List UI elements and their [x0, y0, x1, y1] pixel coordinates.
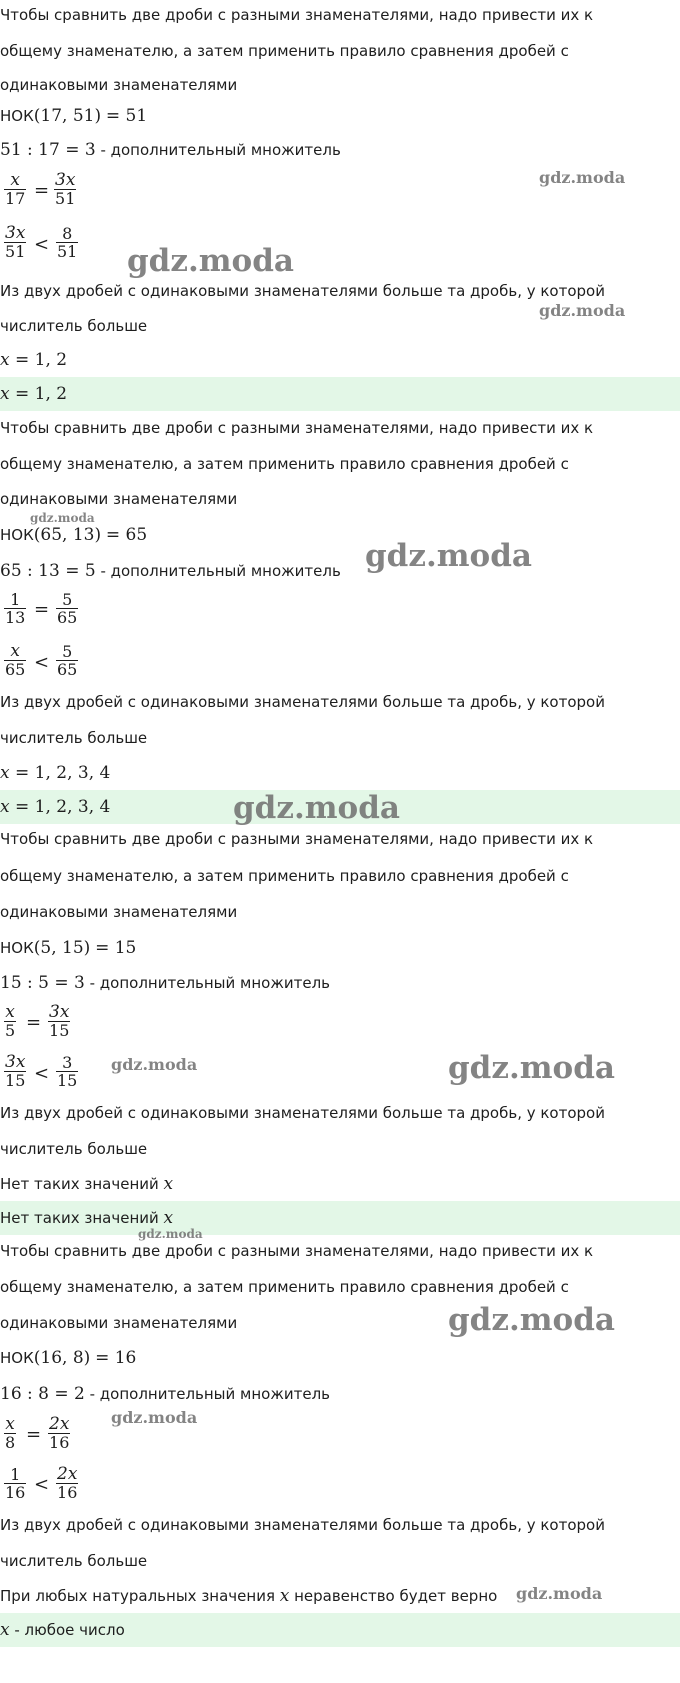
fraction-denominator: 16 — [49, 1433, 70, 1452]
answer-line — [0, 1620, 125, 1640]
rule-line-2: числитель больше — [0, 729, 148, 747]
watermark: gdz.moda — [448, 1302, 615, 1338]
nok-result: = 65 — [105, 525, 148, 545]
fraction-denominator: 65 — [5, 660, 26, 679]
result-value: = 1, 2 — [9, 350, 68, 370]
multiplier-line — [0, 561, 341, 581]
fraction — [56, 643, 78, 678]
fraction-denominator: 13 — [5, 608, 26, 627]
watermark: gdz.moda — [30, 511, 95, 525]
fraction-numerator: 3x — [49, 1002, 70, 1022]
answer-line — [0, 1208, 173, 1228]
answer-variable: x — [0, 797, 10, 817]
nok-args: (17, 51) — [33, 106, 102, 126]
fraction-denominator: 51 — [5, 242, 26, 261]
nok-result: = 16 — [95, 1348, 137, 1368]
fraction — [56, 225, 78, 260]
fraction-denominator: 16 — [57, 1483, 78, 1502]
equals-sign: = — [34, 599, 50, 620]
watermark: gdz.moda — [448, 1050, 615, 1086]
nok-result: = 51 — [105, 106, 148, 126]
intro-line-3: одинаковыми знаменателями — [0, 1314, 238, 1332]
answer-variable: x — [163, 1208, 174, 1228]
answer-box — [0, 1201, 680, 1235]
fraction-numerator: 3x — [55, 170, 76, 190]
fraction — [4, 1416, 16, 1451]
fraction-denominator: 17 — [5, 189, 26, 208]
nok-result: = 15 — [95, 938, 137, 958]
answer-text: - любое число — [9, 1621, 125, 1639]
result-variable: x — [0, 350, 10, 370]
nok-line — [0, 938, 136, 958]
multiplier-line — [0, 140, 341, 160]
fraction — [4, 643, 26, 678]
fraction — [56, 591, 78, 626]
less-than-sign: < — [34, 234, 50, 255]
intro-line-1: Чтобы сравнить две дроби с разными знаменателями, надо привести их к — [0, 1242, 594, 1260]
answer-line — [0, 797, 110, 817]
result-tail: неравенство будет верно — [289, 1587, 498, 1605]
fraction-numerator: 2x — [49, 1414, 70, 1434]
fraction-denominator: 65 — [57, 608, 78, 627]
fraction — [4, 172, 26, 207]
answer-value: = 1, 2 — [9, 384, 68, 404]
multiplier-text: - дополнительный множитель — [95, 141, 341, 159]
nok-args: (16, 8) — [33, 1348, 91, 1368]
multiplier-text: - дополнительный множитель — [95, 562, 341, 580]
fraction-denominator: 5 — [5, 1021, 16, 1040]
fraction-denominator: 8 — [5, 1433, 16, 1452]
nok-label: НОК — [0, 107, 34, 125]
result-text: Нет таких значений — [0, 1175, 164, 1193]
multiplier-expression: 15 : 5 = 3 — [0, 973, 85, 993]
nok-label: НОК — [0, 526, 34, 544]
fraction-numerator: x — [4, 172, 26, 190]
intro-line-2: общему знаменателю, а затем применить правило сравнения дробей с — [0, 42, 569, 60]
rule-line-2: числитель больше — [0, 317, 148, 335]
rule-line-1: Из двух дробей с одинаковыми знаменателями больше та дробь, у которой — [0, 282, 605, 300]
fraction-numerator: 2x — [57, 1464, 78, 1484]
nok-label: НОК — [0, 1349, 34, 1367]
answer-text: Нет таких значений — [0, 1209, 164, 1227]
fraction-denominator: 15 — [5, 1071, 26, 1090]
fraction-numerator: x — [5, 1414, 15, 1434]
equals-sign: = — [26, 1424, 42, 1445]
fraction-denominator: 65 — [57, 660, 78, 679]
fraction-denominator: 51 — [55, 189, 76, 208]
intro-line-2: общему знаменателю, а затем применить правило сравнения дробей с — [0, 867, 569, 885]
fraction-denominator: 15 — [49, 1021, 70, 1040]
answer-value: = 1, 2, 3, 4 — [9, 797, 111, 817]
less-than-sign: < — [34, 1063, 50, 1084]
result-line — [0, 763, 110, 783]
intro-line-3: одинаковыми знаменателями — [0, 490, 238, 508]
intro-line-2: общему знаменателю, а затем применить правило сравнения дробей с — [0, 455, 569, 473]
fraction — [4, 225, 26, 260]
intro-line-3: одинаковыми знаменателями — [0, 76, 238, 94]
rule-line-1: Из двух дробей с одинаковыми знаменателями больше та дробь, у которой — [0, 693, 605, 711]
fraction-numerator: 1 — [4, 1466, 26, 1484]
answer-variable: x — [0, 1620, 10, 1640]
fraction — [56, 1466, 78, 1501]
nok-label: НОК — [0, 939, 34, 957]
result-text: При любых натуральных значения — [0, 1587, 280, 1605]
rule-line-1: Из двух дробей с одинаковыми знаменателями больше та дробь, у которой — [0, 1104, 605, 1122]
intro-line-1: Чтобы сравнить две дроби с разными знаменателями, надо привести их к — [0, 419, 594, 437]
less-than-sign: < — [34, 652, 50, 673]
watermark: gdz.moda — [111, 1408, 198, 1427]
multiplier-expression: 51 : 17 = 3 — [0, 140, 96, 160]
multiplier-expression: 65 : 13 = 5 — [0, 561, 96, 581]
multiplier-line — [0, 1384, 330, 1404]
equals-sign: = — [34, 180, 50, 201]
answer-line — [0, 384, 67, 404]
watermark: gdz.moda — [516, 1584, 603, 1603]
less-than-sign: < — [34, 1474, 50, 1495]
nok-line — [0, 106, 147, 126]
fraction-numerator: 5 — [56, 591, 78, 609]
fraction-numerator: 3 — [56, 1054, 78, 1072]
fraction-numerator: 5 — [56, 643, 78, 661]
multiplier-text: - дополнительный множитель — [84, 1385, 331, 1403]
watermark: gdz.moda — [233, 790, 400, 826]
intro-line-2: общему знаменателю, а затем применить правило сравнения дробей с — [0, 1278, 569, 1296]
fraction — [56, 1054, 78, 1089]
fraction — [54, 172, 76, 207]
nok-line — [0, 1348, 136, 1368]
fraction-numerator: 3x — [5, 223, 26, 243]
nok-line — [0, 525, 147, 545]
result-line — [0, 350, 67, 370]
fraction-denominator: 16 — [5, 1483, 26, 1502]
nok-args: (65, 13) — [33, 525, 102, 545]
fraction-numerator: x — [5, 1002, 15, 1022]
watermark: gdz.moda — [539, 301, 626, 320]
watermark: gdz.moda — [111, 1055, 198, 1074]
fraction-numerator: 1 — [4, 591, 26, 609]
fraction-denominator: 51 — [57, 242, 78, 261]
result-line — [0, 1586, 497, 1606]
fraction — [4, 591, 26, 626]
fraction — [48, 1416, 70, 1451]
intro-line-1: Чтобы сравнить две дроби с разными знаменателями, надо привести их к — [0, 830, 594, 848]
answer-variable: x — [0, 384, 10, 404]
multiplier-text: - дополнительный множитель — [84, 974, 331, 992]
result-variable: x — [279, 1586, 290, 1606]
equals-sign: = — [26, 1012, 42, 1033]
watermark: gdz.moda — [138, 1227, 203, 1241]
answer-box — [0, 1613, 680, 1647]
watermark: gdz.moda — [127, 243, 294, 279]
answer-box — [0, 377, 680, 411]
result-value: = 1, 2, 3, 4 — [9, 763, 111, 783]
watermark: gdz.moda — [365, 538, 532, 574]
rule-line-1: Из двух дробей с одинаковыми знаменателями больше та дробь, у которой — [0, 1516, 605, 1534]
fraction — [4, 1466, 26, 1501]
fraction-numerator: 8 — [56, 225, 78, 243]
fraction-numerator: x — [4, 643, 26, 661]
fraction — [48, 1004, 70, 1039]
rule-line-2: числитель больше — [0, 1140, 148, 1158]
rule-line-2: числитель больше — [0, 1552, 148, 1570]
fraction-denominator: 15 — [57, 1071, 78, 1090]
result-variable: x — [0, 763, 10, 783]
intro-line-3: одинаковыми знаменателями — [0, 903, 238, 921]
fraction-numerator: 3x — [5, 1052, 26, 1072]
result-line — [0, 1174, 173, 1194]
nok-args: (5, 15) — [33, 938, 91, 958]
multiplier-expression: 16 : 8 = 2 — [0, 1384, 85, 1404]
fraction — [4, 1054, 26, 1089]
watermark: gdz.moda — [539, 168, 626, 187]
result-variable: x — [163, 1174, 174, 1194]
multiplier-line — [0, 973, 330, 993]
fraction — [4, 1004, 16, 1039]
intro-line-1: Чтобы сравнить две дроби с разными знаменателями, надо привести их к — [0, 6, 594, 24]
